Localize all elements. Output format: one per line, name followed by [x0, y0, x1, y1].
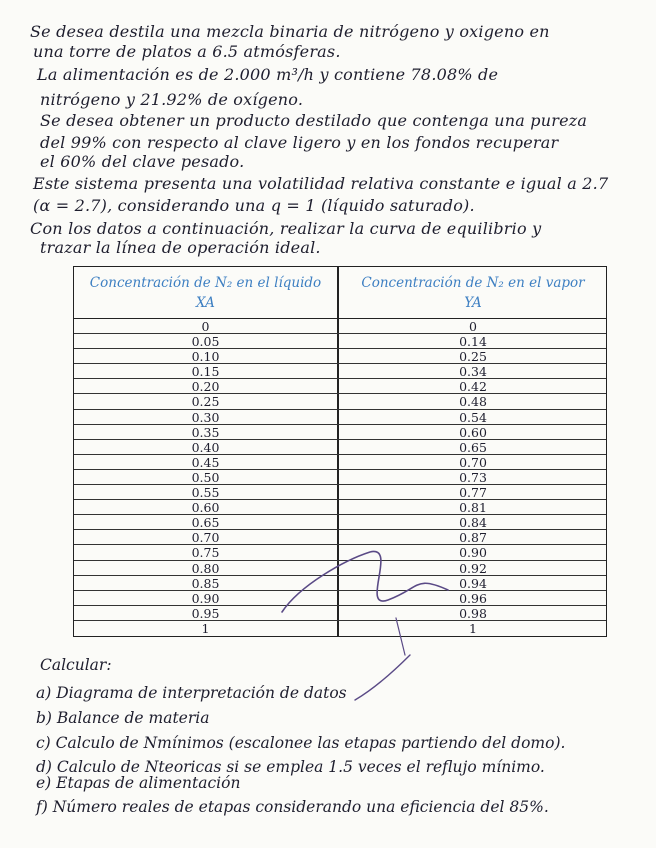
cell-xa: 0.75	[191, 545, 220, 561]
cell-xa: 0.85	[191, 575, 220, 591]
cell-ya: 0.84	[459, 515, 487, 531]
problem-line: Se desea destila una mezcla binaria de nitrógeno y oxigeno en	[30, 22, 550, 41]
cell-ya: 0.25	[459, 349, 487, 365]
cell-ya: 0.14	[459, 334, 487, 350]
cell-xa: 0.15	[191, 364, 220, 380]
cell-ya: 0.90	[459, 545, 487, 561]
cell-xa: 0.20	[191, 379, 220, 395]
cell-ya: 0	[469, 319, 477, 334]
cell-ya: 0.60	[459, 424, 487, 440]
cell-ya: 0.92	[459, 560, 487, 576]
problem-line: Se desea obtener un producto destilado que contenga una pureza	[40, 111, 588, 130]
cell-xa: 0	[201, 319, 210, 334]
problem-line: una torre de platos a 6.5 atmósferas.	[33, 42, 341, 61]
cell-xa: 0.50	[191, 469, 220, 485]
cell-ya: 0.77	[459, 485, 487, 501]
cell-xa: 0.80	[191, 560, 220, 576]
question-item: a) Diagrama de interpretación de datos	[36, 684, 347, 702]
cell-ya: 0.48	[459, 394, 487, 410]
problem-line: Con los datos a continuación, realizar la curva de equilibrio y	[30, 219, 542, 238]
cell-ya: 0.54	[459, 409, 487, 425]
question-item: b) Balance de materia	[36, 709, 210, 727]
cell-ya: 1	[469, 620, 477, 636]
problem-line: el 60% del clave pesado.	[40, 152, 245, 171]
cell-ya: 0.98	[459, 605, 487, 621]
problem-line: (α = 2.7), considerando una q = 1 (líquido saturado).	[33, 196, 475, 215]
cell-ya: 0.96	[459, 590, 487, 606]
cell-xa: 0.70	[191, 530, 220, 546]
cell-xa: 0.40	[191, 439, 220, 455]
header-vapor: Concentración de N₂ en el vapor YA	[361, 275, 585, 311]
cell-xa: 0.30	[191, 409, 220, 425]
cell-ya: 0.87	[459, 530, 487, 546]
problem-line: trazar la línea de operación ideal.	[40, 238, 321, 257]
problem-line: nitrógeno y 21.92% de oxígeno.	[40, 90, 304, 109]
cell-ya: 0.81	[459, 500, 487, 516]
cell-ya: 0.34	[459, 364, 487, 380]
cell-ya: 0.94	[459, 575, 487, 591]
cell-xa: 0.90	[191, 590, 220, 606]
cell-xa: 0.35	[191, 424, 220, 440]
header-liquid: Concentración de N₂ en el líquido XA	[89, 275, 322, 311]
cell-xa: 0.95	[191, 605, 220, 621]
cell-ya: 0.70	[459, 454, 487, 470]
cell-xa: 0.60	[191, 500, 220, 516]
problem-line: del 99% con respecto al clave ligero y en los fondos recuperar	[40, 133, 559, 152]
cell-xa: 0.65	[191, 515, 220, 531]
problem-line: Este sistema presenta una volatilidad relativa constante e igual a 2.7	[33, 174, 609, 193]
cell-xa: 0.05	[191, 334, 220, 350]
cell-ya: 0.65	[459, 439, 487, 455]
cell-xa: 0.10	[191, 349, 220, 365]
cell-ya: 0.73	[459, 469, 487, 485]
question-item: e) Etapas de alimentación	[36, 774, 241, 792]
cell-xa: 0.45	[191, 454, 220, 470]
problem-line: La alimentación es de 2.000 m³/h y contiene 78.08% de	[37, 65, 499, 84]
questions-title: Calcular:	[40, 656, 112, 674]
question-item: f) Número reales de etapas considerando una eficiencia del 85%.	[36, 798, 549, 816]
cell-xa: 0.55	[191, 485, 220, 501]
cell-ya: 0.42	[459, 379, 487, 395]
question-item: d) Calculo de Nteoricas si se emplea 1.5 veces el reflujo mínimo.	[36, 758, 545, 776]
cell-xa: 0.25	[191, 394, 220, 410]
cell-xa: 1	[201, 620, 210, 636]
question-item: c) Calculo de Nmínimos (escalonee las etapas partiendo del domo).	[36, 734, 566, 752]
